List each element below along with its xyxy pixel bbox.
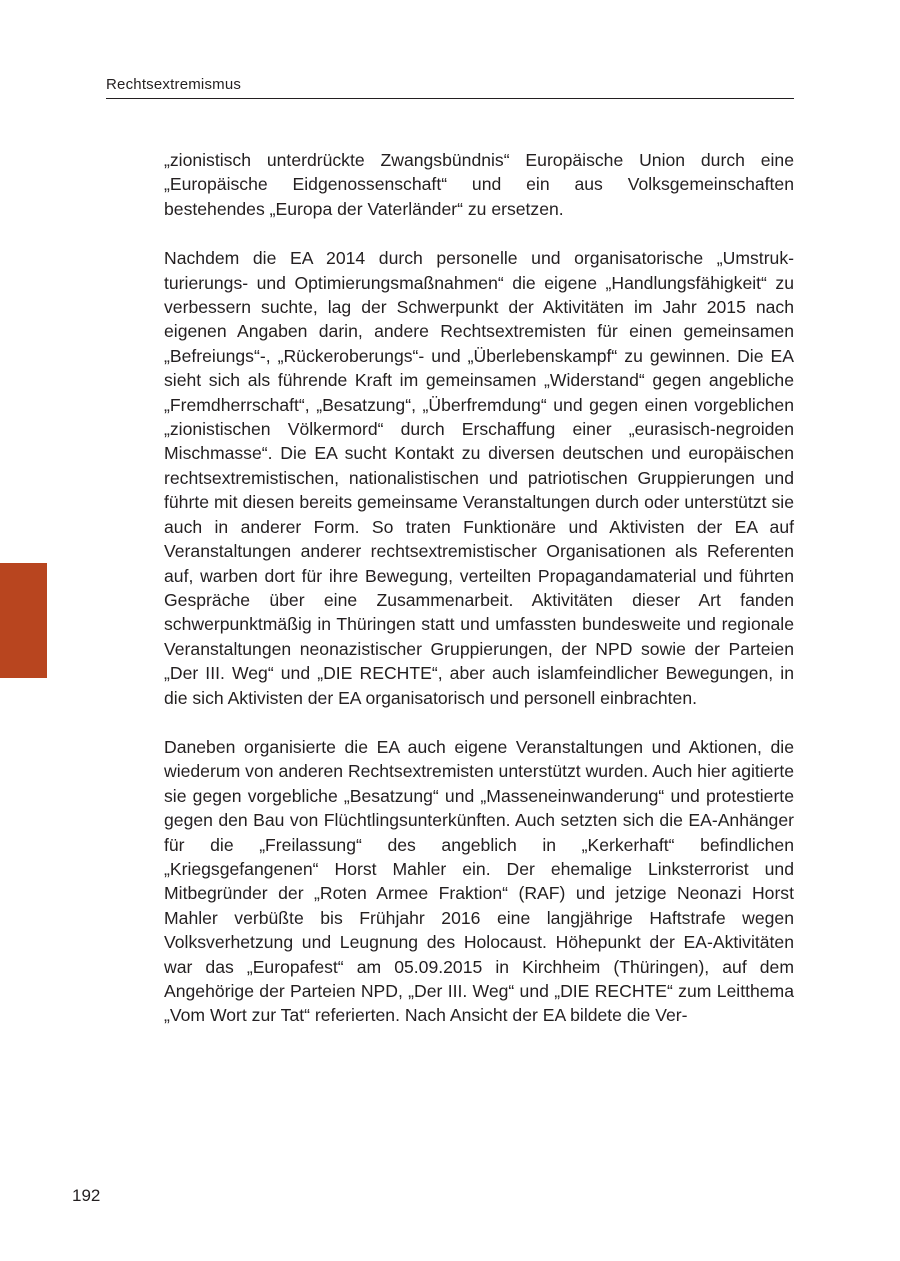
paragraph-1: „zionistisch unterdrückte Zwangsbündnis“ Europäische Union durch eine „Europäische Eidgenossenschaft“ und ein aus Volksgemeinschaften bestehendes „Europa der Vaterländer“ zu ersetzen. — [164, 150, 794, 219]
running-head-title: Rechtsextremismus — [106, 76, 242, 93]
chapter-side-tab — [0, 563, 47, 678]
header-rule — [106, 98, 794, 99]
paragraph-3: Daneben organisierte die EA auch eigene Veranstaltungen und Aktionen, die wiederum von anderen Rechtsextremisten unterstützt wurden. Auch hier agitierte sie gegen vorgebliche „Besatzung“ und „Masseneinwanderung“ und protestierte gegen den Bau von Flüchtlingsunterkünften. Auch setzten sich die EA-Anhänger für die „Freilassung“ des angeblich in „Kerkerhaft“ befindlichen „Kriegsgefangenen“ Horst Mahler ein. Der ehemalige Linksterrorist und Mitbegründer der „Roten Armee Fraktion“ (RAF) und jetzige Neonazi Horst Mahler verbüßte bis Frühjahr 2016 eine langjährige Haftstrafe wegen Volksverhetzung und Leugnung des Holocaust. Höhepunkt der EA-Aktivitäten war das „Europafest“ am 05.09.2015 in Kirchheim (Thüringen), auf dem Angehörige der Parteien NPD, „Der III. Weg“ und „DIE RECHTE“ zum Leitthema „Vom Wort zur Tat“ referierten. Nach Ansicht der EA bildete die Ver- — [164, 736, 794, 1026]
paragraph-2: Nachdem die EA 2014 durch personelle und organisatorische „Umstrukturierungs- und Optimierungsmaßnahmen“ die eigene „Handlungsfähigkeit“ zu verbessern suchte, lag der Schwerpunkt der Aktivitäten im Jahr 2015 nach eigenen Angaben darin, andere Rechtsextremisten für einen gemeinsamen „Befreiungs“-, „Rückeroberungs“- und „Überlebenskampf“ zu gewinnen. Die EA sieht sich als führende Kraft im gemeinsamen „Widerstand“ gegen angebliche „Fremdherrschaft“, „Besatzung“, „Überfremdung“ und gegen einen vorgeblichen „zionistischen Völkermord“ durch Erschaffung einer „eurasisch-negroiden Mischmasse“. Die EA sucht Kontakt zu diversen deutschen und europäischen rechtsextremistischen, nationalistischen und patriotischen Gruppierungen und führte mit diesen bereits gemeinsame Veranstaltungen durch oder unterstützt sie auch in anderer Form. So traten Funktionäre und Aktivisten der EA auf Veranstaltungen anderer rechtsextremistischer Organisationen als Referenten auf, warben dort für ihre Bewegung, verteilten Propagandamaterial und führten Gespräche über eine Zusammenarbeit. Aktivitäten dieser Art fanden schwerpunktmäßig in Thüringen statt und umfassten bundesweite und regionale Veranstaltungen neonazistischer Gruppierungen, der NPD sowie der Parteien „Der III. Weg“ und „DIE RECHTE“, aber auch islamfeindlicher Bewegungen, in die sich Aktivisten der EA organisatorisch und personell einbrachten. — [164, 248, 794, 708]
page-number: 192 — [72, 1186, 101, 1205]
body-text — [164, 148, 794, 1028]
